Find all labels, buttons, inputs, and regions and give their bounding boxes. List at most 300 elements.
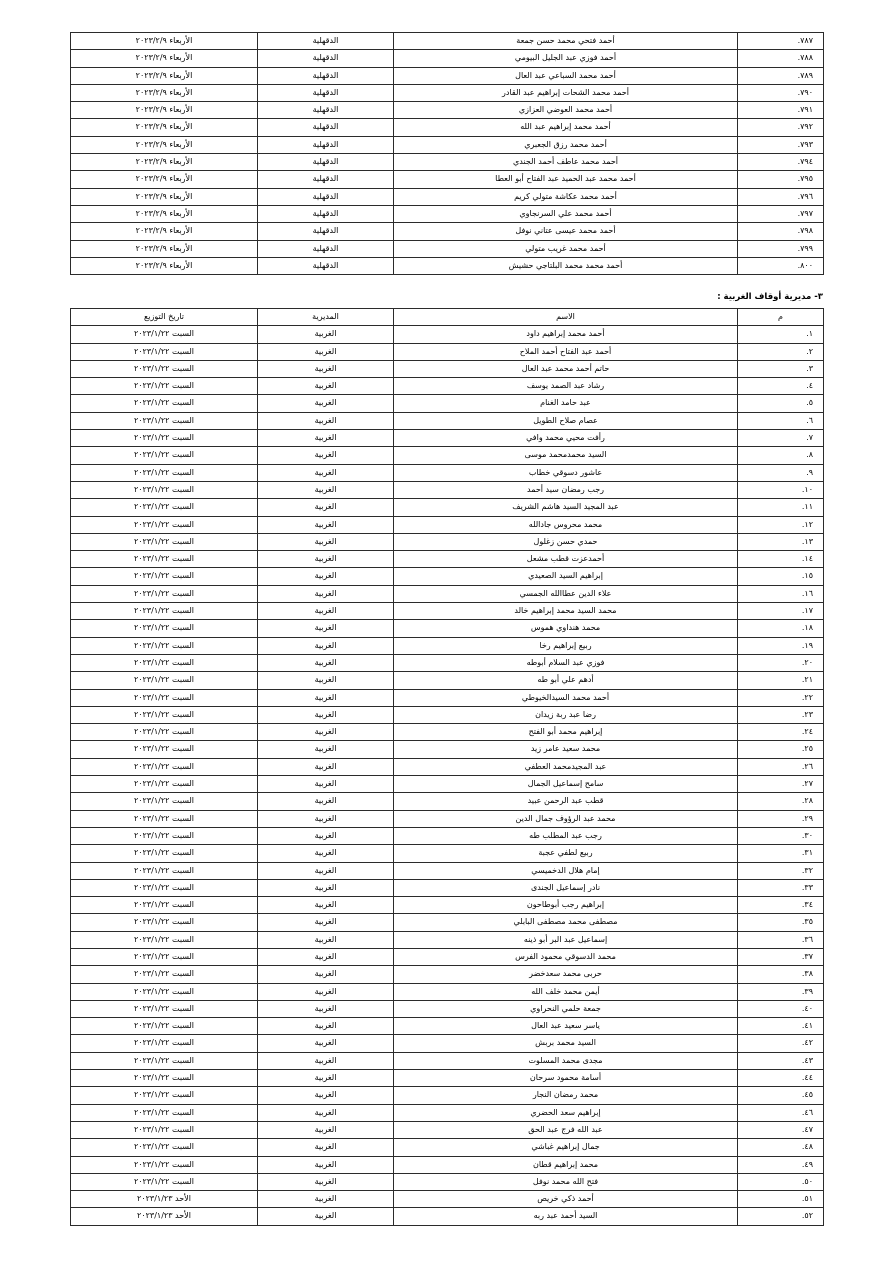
row-directorate: الغربية [258,758,394,775]
row-number: ٧. [738,430,824,447]
row-number: ٧٩٢. [738,119,824,136]
row-name: رضا عبد ربة زيدان [394,706,738,723]
row-name: أحمد عبد الفتاح أحمد الملاح [394,343,738,360]
row-directorate: الغربية [258,1173,394,1190]
row-name: علاء الدين عطاالله الجمسي [394,585,738,602]
row-date: السبت ٢٠٢٣/١/٢٢ [71,966,258,983]
row-number: ٧٩٩. [738,240,824,257]
row-date: السبت ٢٠٢٣/١/٢٢ [71,879,258,896]
row-directorate: الغربية [258,793,394,810]
row-name: محمد هنداوي هموس [394,620,738,637]
row-directorate: الغربية [258,1052,394,1069]
row-number: ٨٠٠. [738,257,824,274]
table-row [71,102,824,119]
row-directorate: الغربية [258,689,394,706]
row-name: محمد رمضان النجار [394,1087,738,1104]
row-directorate: الغربية [258,1121,394,1138]
row-date: السبت ٢٠٢٣/١/٢٢ [71,430,258,447]
table-row [71,464,824,481]
row-directorate: الغربية [258,1087,394,1104]
row-date: السبت ٢٠٢٣/١/٢٢ [71,516,258,533]
row-directorate: الغربية [258,637,394,654]
row-date: السبت ٢٠٢٣/١/٢٢ [71,1173,258,1190]
row-number: ٧٩١. [738,102,824,119]
row-date: السبت ٢٠٢٣/١/٢٢ [71,706,258,723]
table-header-row [71,309,824,326]
table-row [71,585,824,602]
table-row [71,516,824,533]
row-date: السبت ٢٠٢٣/١/٢٢ [71,568,258,585]
row-number: ٣٥. [738,914,824,931]
row-name: إبراهيم السيد الصعيدي [394,568,738,585]
row-name: السيد أحمد عبد ربه [394,1208,738,1225]
row-date: السبت ٢٠٢٣/١/٢٢ [71,1070,258,1087]
row-date: السبت ٢٠٢٣/١/٢٢ [71,1121,258,1138]
row-date: السبت ٢٠٢٣/١/٢٢ [71,360,258,377]
row-name: أحمد محمد إبراهيم عبد الله [394,119,738,136]
row-name: ربيع لطفي عجبة [394,845,738,862]
row-date: السبت ٢٠٢٣/١/٢٢ [71,464,258,481]
row-date: السبت ٢٠٢٣/١/٢٢ [71,1018,258,1035]
row-name: ربيع إبراهيم رخا [394,637,738,654]
row-name: حمدي حسن زغلول [394,533,738,550]
table-row [71,188,824,205]
row-name: رشاد عبد الصمد يوسف [394,378,738,395]
row-name: محمد محروس جادالله [394,516,738,533]
row-date: الأربعاء ٢٠٢٣/٢/٩ [71,50,258,67]
row-number: ٣٠. [738,827,824,844]
row-date: السبت ٢٠٢٣/١/٢٢ [71,845,258,862]
row-date: الأحد ٢٠٢٣/١/٢٣ [71,1208,258,1225]
row-number: ٢٠. [738,654,824,671]
row-name: جمعة حلمي النحراوي [394,1000,738,1017]
row-directorate: الدقهلية [258,188,394,205]
row-directorate: الغربية [258,551,394,568]
row-directorate: الغربية [258,897,394,914]
row-name: أحمدعزت قطب مشعل [394,551,738,568]
row-number: ٤٨. [738,1139,824,1156]
row-date: السبت ٢٠٢٣/١/٢٢ [71,827,258,844]
row-name: فتح الله محمد نوفل [394,1173,738,1190]
row-number: ٢. [738,343,824,360]
row-name: عبد المجيد السيد هاشم الشريف [394,499,738,516]
row-date: السبت ٢٠٢٣/١/٢٢ [71,1139,258,1156]
row-number: ١٠. [738,481,824,498]
row-number: ٤٣. [738,1052,824,1069]
row-name: أحمد محمد رزق الجعبري [394,136,738,153]
table-row [71,499,824,516]
row-number: ١٤. [738,551,824,568]
table-row [71,240,824,257]
row-number: ٤٦. [738,1104,824,1121]
table-row [71,136,824,153]
table-row [71,862,824,879]
row-number: ٧٩٥. [738,171,824,188]
row-directorate: الغربية [258,430,394,447]
row-number: ٤. [738,378,824,395]
row-name: إبراهيم رجب أبوطاحون [394,897,738,914]
row-directorate: الغربية [258,343,394,360]
row-directorate: الغربية [258,620,394,637]
row-date: السبت ٢٠٢٣/١/٢٢ [71,533,258,550]
gharbia-table-body [71,326,824,1225]
row-date: السبت ٢٠٢٣/١/٢٢ [71,1104,258,1121]
row-number: ٣٣. [738,879,824,896]
row-directorate: الغربية [258,810,394,827]
table-row [71,793,824,810]
table-row [71,568,824,585]
row-directorate: الغربية [258,499,394,516]
row-number: ١. [738,326,824,343]
row-number: ٣. [738,360,824,377]
row-directorate: الغربية [258,1104,394,1121]
row-number: ٤٤. [738,1070,824,1087]
row-name: أحمد محمد الشحات إبراهيم عبد القادر [394,84,738,101]
row-directorate: الغربية [258,1070,394,1087]
row-directorate: الغربية [258,672,394,689]
row-date: السبت ٢٠٢٣/١/٢٢ [71,793,258,810]
row-directorate: الغربية [258,1139,394,1156]
row-name: عبد حامد الغنام [394,395,738,412]
row-number: ٣١. [738,845,824,862]
row-number: ٤٢. [738,1035,824,1052]
table-row [71,1104,824,1121]
row-date: السبت ٢٠٢٣/١/٢٢ [71,412,258,429]
table-row [71,223,824,240]
row-directorate: الغربية [258,395,394,412]
row-name: عبد المجيدمحمد العطفي [394,758,738,775]
row-date: السبت ٢٠٢٣/١/٢٢ [71,1156,258,1173]
row-name: إمام هلال الدخميسي [394,862,738,879]
row-name: أحمد محمد عبد الحميد عبد الفتاح أبو العطا [394,171,738,188]
header-directorate: المديرية [258,309,394,326]
row-date: السبت ٢٠٢٣/١/٢٢ [71,1052,258,1069]
table-row [71,931,824,948]
row-number: ٦. [738,412,824,429]
row-directorate: الغربية [258,464,394,481]
row-directorate: الغربية [258,827,394,844]
table-row [71,706,824,723]
row-directorate: الدقهلية [258,171,394,188]
table-row [71,430,824,447]
row-number: ١١. [738,499,824,516]
row-directorate: الغربية [258,1000,394,1017]
row-number: ٧٨٨. [738,50,824,67]
row-directorate: الغربية [258,412,394,429]
row-name: أحمد محمد عاطف أحمد الجندي [394,154,738,171]
row-date: السبت ٢٠٢٣/١/٢٢ [71,603,258,620]
table-row [71,1191,824,1208]
row-date: الأربعاء ٢٠٢٣/٢/٩ [71,102,258,119]
row-name: عبد الله فرج عبد الحق [394,1121,738,1138]
table-row [71,897,824,914]
row-name: أحمد محمد محمد البلتاجي حشيش [394,257,738,274]
row-date: السبت ٢٠٢٣/١/٢٢ [71,862,258,879]
row-date: السبت ٢٠٢٣/١/٢٢ [71,724,258,741]
row-name: السيد محمد بربش [394,1035,738,1052]
row-directorate: الغربية [258,1018,394,1035]
table-row [71,810,824,827]
row-directorate: الغربية [258,862,394,879]
row-name: إسماعيل عبد البر أبو ذينه [394,931,738,948]
header-num: م [738,309,824,326]
row-directorate: الغربية [258,741,394,758]
row-date: السبت ٢٠٢٣/١/٢٢ [71,672,258,689]
row-date: السبت ٢٠٢٣/١/٢٢ [71,741,258,758]
row-directorate: الغربية [258,879,394,896]
table-row [71,637,824,654]
row-date: السبت ٢٠٢٣/١/٢٢ [71,481,258,498]
table-row [71,845,824,862]
row-date: الأربعاء ٢٠٢٣/٢/٩ [71,84,258,101]
row-date: السبت ٢٠٢٣/١/٢٢ [71,1000,258,1017]
row-name: محمد إبراهيم قطان [394,1156,738,1173]
row-number: ٤٥. [738,1087,824,1104]
row-date: السبت ٢٠٢٣/١/٢٢ [71,931,258,948]
row-number: ١٩. [738,637,824,654]
row-number: ٢٢. [738,689,824,706]
row-number: ٣٩. [738,983,824,1000]
row-directorate: الدقهلية [258,50,394,67]
row-number: ٧٨٩. [738,67,824,84]
table-row [71,412,824,429]
row-directorate: الدقهلية [258,257,394,274]
row-date: السبت ٢٠٢٣/١/٢٢ [71,620,258,637]
table-row [71,1208,824,1225]
table-row [71,326,824,343]
row-name: محمد السيد محمد إبراهيم خالد [394,603,738,620]
row-date: الأربعاء ٢٠٢٣/٢/٩ [71,67,258,84]
table-row [71,257,824,274]
row-name: السيد محمدمحمد موسى [394,447,738,464]
table-row [71,50,824,67]
row-date: السبت ٢٠٢٣/١/٢٢ [71,897,258,914]
row-date: السبت ٢٠٢٣/١/٢٢ [71,1087,258,1104]
row-number: ٢٤. [738,724,824,741]
row-name: حربى محمد سعدخضر [394,966,738,983]
row-number: ٧٩٣. [738,136,824,153]
row-number: ١٣. [738,533,824,550]
row-date: الأربعاء ٢٠٢٣/٢/٩ [71,257,258,274]
row-name: أحمد محمد عيسى عتاني نوفل [394,223,738,240]
row-name: سامح إسماعيل الجمال [394,776,738,793]
row-directorate: الغربية [258,516,394,533]
row-directorate: الغربية [258,568,394,585]
row-number: ٢١. [738,672,824,689]
row-number: ٥. [738,395,824,412]
row-directorate: الغربية [258,706,394,723]
row-name: أحمد فوزي عبد الجليل البيومي [394,50,738,67]
row-name: أحمد محمد إبراهيم داود [394,326,738,343]
table-row [71,205,824,222]
table-row [71,776,824,793]
row-number: ٥١. [738,1191,824,1208]
row-name: أحمد محمد السباعي عبد العال [394,67,738,84]
row-date: السبت ٢٠٢٣/١/٢٢ [71,1035,258,1052]
row-number: ٧٩٠. [738,84,824,101]
row-date: السبت ٢٠٢٣/١/٢٢ [71,447,258,464]
row-name: مجدى محمد المسلوت [394,1052,738,1069]
row-directorate: الدقهلية [258,240,394,257]
table-row [71,1052,824,1069]
table-row [71,879,824,896]
row-number: ١٢. [738,516,824,533]
table-row [71,343,824,360]
dakahlia-table [70,32,824,275]
row-directorate: الغربية [258,1191,394,1208]
row-number: ٧٩٤. [738,154,824,171]
row-name: حاتم أحمد محمد عبد العال [394,360,738,377]
row-date: الأحد ٢٠٢٣/١/٢٣ [71,1191,258,1208]
table-row [71,1035,824,1052]
row-number: ٧٩٨. [738,223,824,240]
table-row [71,481,824,498]
row-name: عاشور دسوقي خطاب [394,464,738,481]
row-number: ٣٦. [738,931,824,948]
table-row [71,378,824,395]
table-row [71,914,824,931]
row-directorate: الغربية [258,1208,394,1225]
row-number: ٤٠. [738,1000,824,1017]
table-row [71,551,824,568]
row-number: ٣٤. [738,897,824,914]
row-date: السبت ٢٠٢٣/١/٢٢ [71,326,258,343]
row-name: أحمد محمد السيدالخيوطي [394,689,738,706]
row-date: الأربعاء ٢٠٢٣/٢/٩ [71,240,258,257]
table-row [71,33,824,50]
table-row [71,1139,824,1156]
row-name: إبراهيم سعد الحضري [394,1104,738,1121]
table-row [71,360,824,377]
row-name: مصطفى محمد مصطفى البابلي [394,914,738,931]
row-directorate: الغربية [258,533,394,550]
row-number: ٥٠. [738,1173,824,1190]
row-name: أحمد ذكي خريص [394,1191,738,1208]
row-number: ٢٧. [738,776,824,793]
table-row [71,672,824,689]
row-number: ٤٩. [738,1156,824,1173]
row-date: السبت ٢٠٢٣/١/٢٢ [71,776,258,793]
row-number: ١٨. [738,620,824,637]
row-number: ١٥. [738,568,824,585]
row-date: الأربعاء ٢٠٢٣/٢/٩ [71,136,258,153]
row-date: الأربعاء ٢٠٢٣/٢/٩ [71,188,258,205]
table-row [71,1018,824,1035]
dakahlia-table-body [71,33,824,275]
row-date: السبت ٢٠٢٣/١/٢٢ [71,551,258,568]
row-date: السبت ٢٠٢٣/١/٢٢ [71,983,258,1000]
table-row [71,827,824,844]
table-row [71,533,824,550]
table-row [71,603,824,620]
row-directorate: الدقهلية [258,102,394,119]
row-name: عصام صلاح الطويل [394,412,738,429]
row-name: محمد الدسوقي محمود الفرس [394,948,738,965]
row-directorate: الدقهلية [258,223,394,240]
row-directorate: الدقهلية [258,67,394,84]
table-row [71,154,824,171]
row-date: الأربعاء ٢٠٢٣/٢/٩ [71,33,258,50]
row-directorate: الدقهلية [258,84,394,101]
row-name: أحمد فتحي محمد حسن جمعة [394,33,738,50]
row-number: ١٦. [738,585,824,602]
row-directorate: الغربية [258,1156,394,1173]
row-date: السبت ٢٠٢٣/١/٢٢ [71,585,258,602]
row-date: الأربعاء ٢٠٢٣/٢/٩ [71,205,258,222]
row-date: السبت ٢٠٢٣/١/٢٢ [71,395,258,412]
table-row [71,1173,824,1190]
gharbia-table [70,308,824,1226]
table-row [71,689,824,706]
row-name: نادر إسماعيل الجندى [394,879,738,896]
row-directorate: الغربية [258,914,394,931]
row-name: أحمد محمد عكاشة متولي كريم [394,188,738,205]
row-name: أيمن محمد خلف الله [394,983,738,1000]
table-row [71,1070,824,1087]
row-number: ١٧. [738,603,824,620]
table-row [71,1087,824,1104]
table-row [71,654,824,671]
table-row [71,395,824,412]
row-number: ٩. [738,464,824,481]
row-directorate: الغربية [258,1035,394,1052]
row-directorate: الغربية [258,378,394,395]
table-row [71,119,824,136]
row-number: ٧٩٦. [738,188,824,205]
row-name: ياسر سعيد عبد العال [394,1018,738,1035]
row-name: فوزي عبد السلام أبوطه [394,654,738,671]
row-directorate: الغربية [258,724,394,741]
row-name: أدهم علي أبو طه [394,672,738,689]
row-directorate: الدقهلية [258,154,394,171]
row-directorate: الدقهلية [258,119,394,136]
row-directorate: الغربية [258,585,394,602]
table-row [71,1156,824,1173]
row-number: ٣٢. [738,862,824,879]
row-directorate: الدقهلية [258,33,394,50]
row-number: ٥٢. [738,1208,824,1225]
row-number: ٢٥. [738,741,824,758]
row-number: ٢٦. [738,758,824,775]
row-name: رجب عبد المطلب طه [394,827,738,844]
row-name: أسامة محمود سرحان [394,1070,738,1087]
row-name: رجب رمضان سيد أحمد [394,481,738,498]
row-directorate: الغربية [258,966,394,983]
row-directorate: الغربية [258,326,394,343]
row-number: ٣٧. [738,948,824,965]
table-row [71,966,824,983]
row-number: ٢٣. [738,706,824,723]
row-date: السبت ٢٠٢٣/١/٢٢ [71,654,258,671]
header-date: تاريخ التوزيع [71,309,258,326]
row-date: السبت ٢٠٢٣/١/٢٢ [71,810,258,827]
table-row [71,724,824,741]
row-number: ٣٨. [738,966,824,983]
row-date: الأربعاء ٢٠٢٣/٢/٩ [71,119,258,136]
row-name: محمد عبد الرؤوف جمال الدين [394,810,738,827]
row-date: السبت ٢٠٢٣/١/٢٢ [71,758,258,775]
row-date: السبت ٢٠٢٣/١/٢٢ [71,914,258,931]
row-name: جمال إبراهيم غباشي [394,1139,738,1156]
table-row [71,620,824,637]
table-row [71,1000,824,1017]
row-number: ٢٩. [738,810,824,827]
row-date: السبت ٢٠٢٣/١/٢٢ [71,948,258,965]
table-row [71,67,824,84]
row-directorate: الغربية [258,948,394,965]
section-title: ٣- مديرية أوقاف الغربية : [717,292,823,302]
row-number: ٧٩٧. [738,205,824,222]
